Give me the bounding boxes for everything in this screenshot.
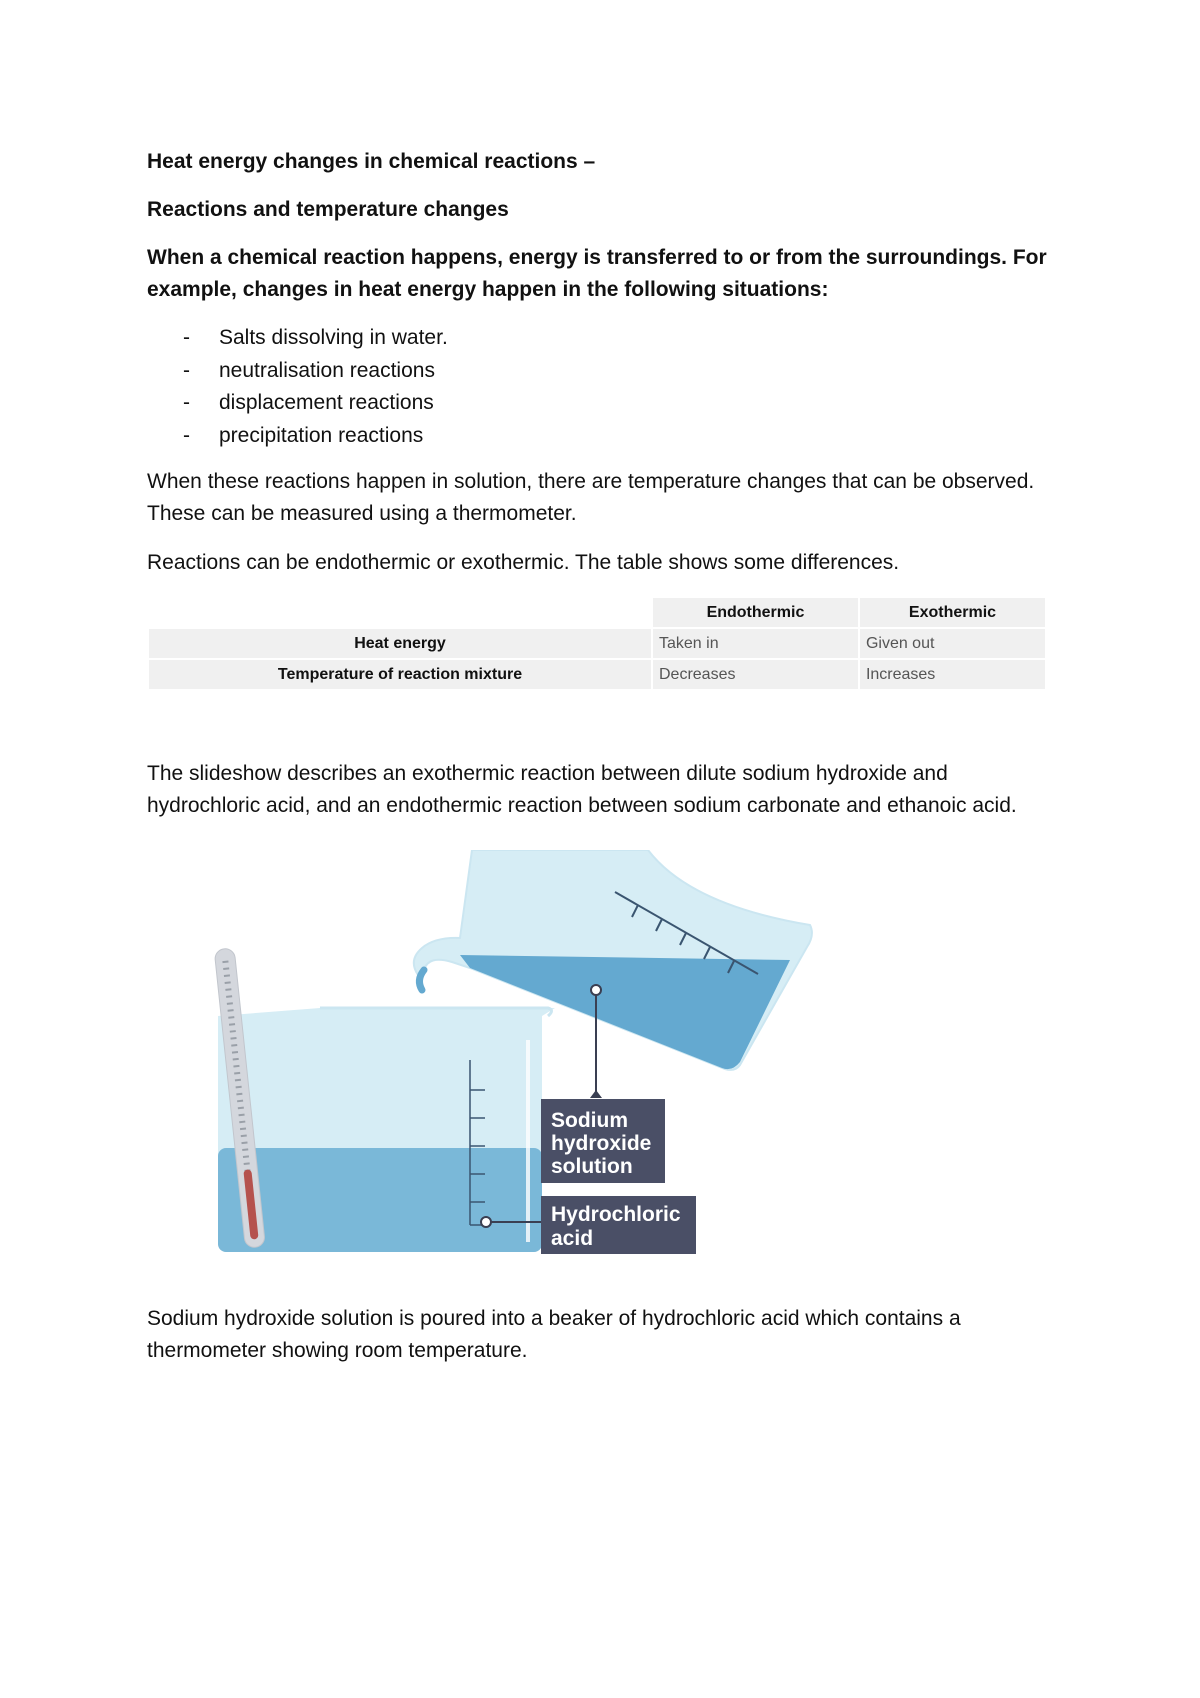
table-cell: Taken in xyxy=(653,629,858,658)
list-item: - Salts dissolving in water. xyxy=(183,322,448,355)
situations-list xyxy=(183,322,448,452)
comparison-table xyxy=(147,596,1047,691)
hcl-label-line: Hydrochloric xyxy=(551,1203,681,1226)
thermometer-paragraph: When these reactions happen in solution, there are temperature changes that can be observed. These can be measured using a thermometer. xyxy=(147,470,1035,525)
naoh-label-line: hydroxide xyxy=(551,1132,652,1155)
table-header-row xyxy=(149,598,1045,627)
receiving-beaker xyxy=(218,1008,555,1252)
hcl-pointer-dot xyxy=(481,1217,491,1227)
hcl-label-line: acid xyxy=(551,1227,594,1250)
figure-caption: Sodium hydroxide solution is poured into a beaker of hydrochloric acid which contains a thermometer showing room temperature. xyxy=(147,1307,961,1362)
naoh-label-line: solution xyxy=(551,1155,633,1178)
beaker-illustration xyxy=(170,850,850,1260)
column-header-exothermic: Exothermic xyxy=(860,598,1045,627)
naoh-label-line: Sodium xyxy=(551,1109,628,1132)
intro-paragraph: When a chemical reaction happens, energy is transferred to or from the surroundings. For example, changes in heat energy happen in the following situations: xyxy=(147,246,1047,301)
section-subheading: Reactions and temperature changes xyxy=(147,198,509,221)
list-item: - displacement reactions xyxy=(183,387,448,420)
document-heading: Heat energy changes in chemical reactions – xyxy=(147,150,596,173)
table-cell: Decreases xyxy=(653,660,858,689)
list-item: - neutralisation reactions xyxy=(183,355,448,388)
row-label: Temperature of reaction mixture xyxy=(149,660,651,689)
table-row xyxy=(149,629,1045,658)
row-label: Heat energy xyxy=(149,629,651,658)
table-cell: Increases xyxy=(860,660,1045,689)
naoh-pointer-dot xyxy=(591,985,601,995)
beaker-diagram xyxy=(170,850,850,1260)
table-intro-paragraph: Reactions can be endothermic or exothermic. The table shows some differences. xyxy=(147,551,900,574)
list-item: - precipitation reactions xyxy=(183,420,448,453)
table-cell: Given out xyxy=(860,629,1045,658)
column-header-endothermic: Endothermic xyxy=(653,598,858,627)
slideshow-paragraph: The slideshow describes an exothermic reaction between dilute sodium hydroxide and hydrochloric acid, and an endothermic reaction between sodium carbonate and ethanoic acid. xyxy=(147,762,1017,817)
table-row xyxy=(149,660,1045,689)
